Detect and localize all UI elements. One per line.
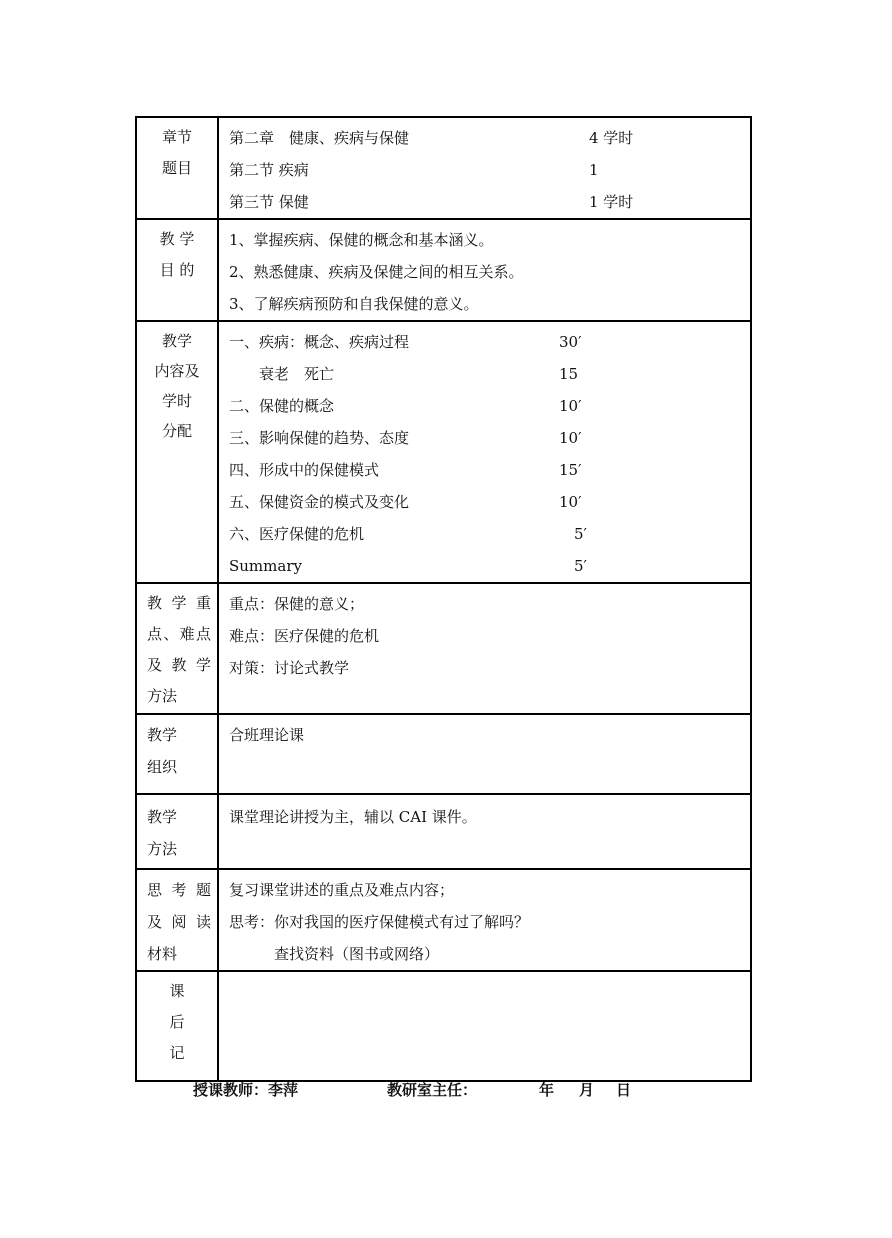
label-line: 教学 <box>161 332 192 350</box>
content-time: 15 <box>559 365 579 383</box>
label-organization <box>136 714 218 794</box>
director-signature: 教研室主任： <box>387 1081 478 1099</box>
label-line: 目 的 <box>159 261 195 279</box>
chapter-hours: 4 学时 <box>589 129 634 147</box>
focus-item: 对策：讨论式教学 <box>229 659 350 677</box>
goal-item: 1、掌握疾病、保健的概念和基本涵义。 <box>229 231 494 249</box>
row-content <box>136 321 751 583</box>
content-topic: 衰老 死亡 <box>229 365 335 383</box>
content-item <box>229 358 750 390</box>
label-line: 课 <box>169 982 185 1000</box>
content-topic: 六、医疗保健的危机 <box>229 525 365 543</box>
content-topic: 二、保健的概念 <box>229 397 335 415</box>
content-topic: 三、影响保健的趋势、态度 <box>229 429 410 447</box>
label-focus <box>136 583 218 714</box>
label-line: 记 <box>169 1044 185 1062</box>
label-line: 学时 <box>161 392 192 410</box>
content-item <box>229 550 750 582</box>
section-title: 第三节 保健 <box>229 193 309 211</box>
organization-text: 合班理论课 <box>229 726 305 744</box>
cell-questions <box>218 869 751 971</box>
row-notes <box>136 971 751 1081</box>
label-line: 思考题 <box>147 881 211 899</box>
content-item <box>229 518 750 550</box>
cell-method <box>218 794 751 869</box>
cell-goals <box>218 219 751 321</box>
label-line: 方法 <box>147 840 178 858</box>
label-method <box>136 794 218 869</box>
date-year: 年 <box>539 1081 555 1099</box>
label-line: 教学 <box>147 808 178 826</box>
section-line <box>229 186 750 218</box>
label-line: 题目 <box>161 159 192 177</box>
question-item: 查找资料（图书或网络） <box>229 945 440 963</box>
label-line: 章节 <box>161 128 192 146</box>
content-topic: 一、疾病：概念、疾病过程 <box>229 333 410 351</box>
content-item <box>229 422 750 454</box>
label-goals <box>136 219 218 321</box>
label-line: 点、难点 <box>147 625 211 643</box>
label-notes <box>136 971 218 1081</box>
date-day: 日 <box>616 1081 632 1099</box>
cell-content <box>218 321 751 583</box>
label-line: 内容及 <box>154 362 200 380</box>
content-item <box>229 486 750 518</box>
content-time: 10′ <box>559 493 582 511</box>
label-line: 及教学 <box>147 656 211 674</box>
label-line: 组织 <box>147 758 178 776</box>
row-questions <box>136 869 751 971</box>
label-line: 分配 <box>161 422 192 440</box>
label-line: 教 学 <box>159 230 195 248</box>
label-line: 教学重 <box>147 594 211 612</box>
row-chapter <box>136 117 751 219</box>
content-time: 10′ <box>559 397 582 415</box>
label-content <box>136 321 218 583</box>
content-time: 15′ <box>559 461 582 479</box>
label-line: 方法 <box>147 687 178 705</box>
label-line: 材料 <box>147 945 178 963</box>
focus-item: 重点：保健的意义； <box>229 595 365 613</box>
cell-notes <box>218 971 751 1081</box>
goal-item: 3、了解疾病预防和自我保健的意义。 <box>229 295 479 313</box>
question-item: 思考：你对我国的医疗保健模式有过了解吗？ <box>229 913 530 931</box>
content-topic: Summary <box>229 557 302 575</box>
section-hours: 1 学时 <box>589 193 634 211</box>
row-goals <box>136 219 751 321</box>
label-line: 教学 <box>147 726 178 744</box>
cell-focus <box>218 583 751 714</box>
row-organization <box>136 714 751 794</box>
question-item: 复习课堂讲述的重点及难点内容； <box>229 881 455 899</box>
focus-item: 难点：医疗保健的危机 <box>229 627 380 645</box>
content-item <box>229 326 750 358</box>
content-time: 30′ <box>559 333 582 351</box>
content-topic: 五、保健资金的模式及变化 <box>229 493 410 511</box>
section-title: 第二节 疾病 <box>229 161 309 179</box>
content-time: 5′ <box>559 525 587 543</box>
teacher-signature: 授课教师：李萍 <box>193 1081 299 1099</box>
signature-footer <box>0 1078 892 1102</box>
cell-organization <box>218 714 751 794</box>
row-focus <box>136 583 751 714</box>
chapter-line <box>229 122 750 154</box>
lesson-plan-table <box>135 116 752 1082</box>
row-method <box>136 794 751 869</box>
section-hours: 1 <box>589 161 599 179</box>
label-questions <box>136 869 218 971</box>
content-time: 5′ <box>559 557 587 575</box>
label-line: 后 <box>169 1013 185 1031</box>
chapter-title: 第二章 健康、疾病与保健 <box>229 129 410 147</box>
cell-chapter <box>218 117 751 219</box>
date-month: 月 <box>579 1081 595 1099</box>
goal-item: 2、熟悉健康、疾病及保健之间的相互关系。 <box>229 263 524 281</box>
content-item <box>229 454 750 486</box>
section-line <box>229 154 750 186</box>
label-line: 及阅读 <box>147 913 211 931</box>
label-chapter <box>136 117 218 219</box>
content-topic: 四、形成中的保健模式 <box>229 461 380 479</box>
method-text: 课堂理论讲授为主，辅以 CAI 课件。 <box>229 808 477 826</box>
content-time: 10′ <box>559 429 582 447</box>
content-item <box>229 390 750 422</box>
